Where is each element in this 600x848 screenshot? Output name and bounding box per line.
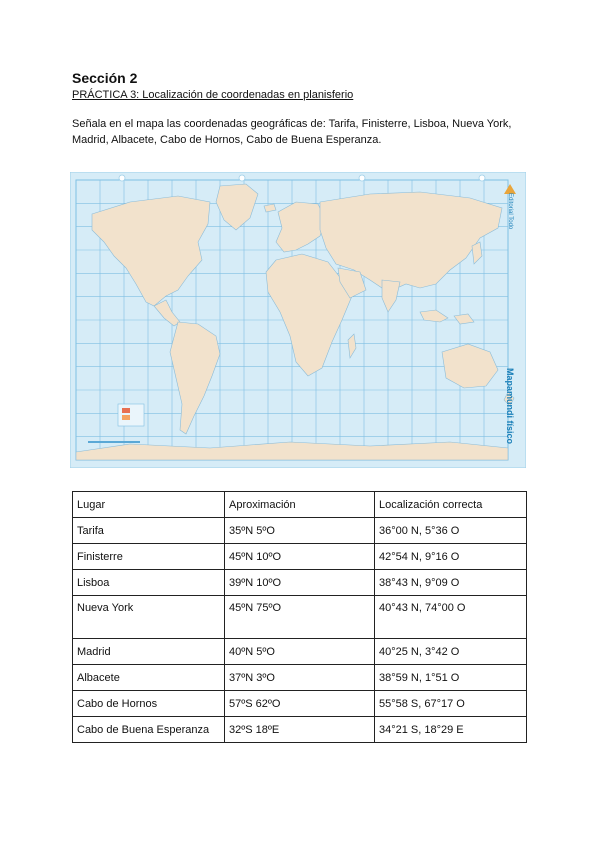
map-name-label: Mapamundi físico bbox=[505, 368, 515, 445]
cell-lugar: Cabo de Hornos bbox=[73, 691, 225, 717]
table-row bbox=[73, 639, 527, 665]
cell-lugar: Madrid bbox=[73, 639, 225, 665]
world-map bbox=[70, 172, 526, 468]
table-header-row bbox=[73, 492, 527, 518]
cell-lugar: Lisboa bbox=[73, 570, 225, 596]
cell-aproximacion: 37ºN 3ºO bbox=[225, 665, 375, 691]
cell-correcta: 38°59 N, 1°51 O bbox=[375, 665, 527, 691]
table-row bbox=[73, 665, 527, 691]
table-row bbox=[73, 544, 527, 570]
cell-lugar: Albacete bbox=[73, 665, 225, 691]
cell-lugar: Nueva York bbox=[73, 596, 225, 639]
cell-aproximacion: 45ºN 75ºO bbox=[225, 596, 375, 639]
cell-aproximacion: 40ºN 5ºO bbox=[225, 639, 375, 665]
cell-lugar: Tarifa bbox=[73, 518, 225, 544]
table-row bbox=[73, 596, 527, 639]
cell-correcta: 42°54 N, 9°16 O bbox=[375, 544, 527, 570]
table-row bbox=[73, 518, 527, 544]
cell-lugar: Cabo de Buena Esperanza bbox=[73, 717, 225, 743]
cell-aproximacion: 45ºN 10ºO bbox=[225, 544, 375, 570]
header-localizacion-correcta: Localización correcta bbox=[375, 492, 527, 518]
cell-aproximacion: 57ºS 62ºO bbox=[225, 691, 375, 717]
cell-correcta: 36°00 N, 5°36 O bbox=[375, 518, 527, 544]
table-row bbox=[73, 691, 527, 717]
table-row bbox=[73, 570, 527, 596]
cell-aproximacion: 39ºN 10ºO bbox=[225, 570, 375, 596]
world-map-image bbox=[70, 172, 526, 468]
header-lugar: Lugar bbox=[73, 492, 225, 518]
cell-correcta: 40°25 N, 3°42 O bbox=[375, 639, 527, 665]
cell-correcta: 55°58 S, 67°17 O bbox=[375, 691, 527, 717]
cell-correcta: 40°43 N, 74°00 O bbox=[375, 596, 527, 639]
cell-correcta: 34°21 S, 18°29 E bbox=[375, 717, 527, 743]
cell-aproximacion: 35ºN 5ºO bbox=[225, 518, 375, 544]
cell-aproximacion: 32ºS 18ºE bbox=[225, 717, 375, 743]
table-row bbox=[73, 717, 527, 743]
section-title: Sección 2 bbox=[72, 70, 138, 86]
instruction-text: Señala en el mapa las coordenadas geográficas de: Tarifa, Finisterre, Lisboa, Nueva York, Madrid, Albacete, Cabo de Hornos, Cabo de Buena Esperanza. bbox=[72, 118, 512, 146]
header-aproximacion: Aproximación bbox=[225, 492, 375, 518]
coordinates-table bbox=[72, 491, 527, 743]
map-publisher-label: Editorial Todo bbox=[507, 193, 513, 230]
practice-subtitle: PRÁCTICA 3: Localización de coordenadas en planisferio bbox=[72, 89, 354, 101]
cell-lugar: Finisterre bbox=[73, 544, 225, 570]
cell-correcta: 38°43 N, 9°09 O bbox=[375, 570, 527, 596]
